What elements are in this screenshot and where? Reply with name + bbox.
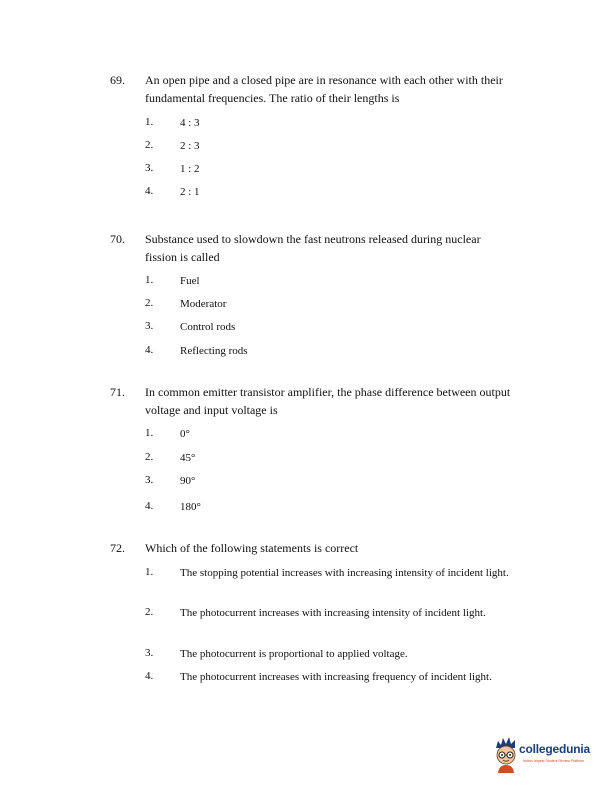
option-text: 2 : 3 xyxy=(180,140,200,152)
option-3 xyxy=(0,645,612,663)
option-1 xyxy=(0,564,612,582)
option-text: The photocurrent is proportional to applied voltage. xyxy=(180,648,408,660)
question-text: Which of the following statements is correct xyxy=(145,541,359,555)
option-number: 1. xyxy=(145,116,154,128)
option-number: 4. xyxy=(145,185,154,197)
option-3 xyxy=(0,318,612,336)
option-text: The stopping potential increases with increasing intensity of incident light. xyxy=(180,567,509,579)
option-2 xyxy=(0,449,612,467)
question-number: 72. xyxy=(110,541,125,555)
option-text: Reflecting rods xyxy=(180,345,248,357)
option-2 xyxy=(0,604,612,622)
option-number: 2. xyxy=(145,139,154,151)
option-1 xyxy=(0,114,612,132)
option-text: 45° xyxy=(180,452,196,464)
option-number: 3. xyxy=(145,162,154,174)
option-2 xyxy=(0,295,612,313)
option-number: 3. xyxy=(145,474,154,486)
option-number: 2. xyxy=(145,451,154,463)
question-number: 69. xyxy=(110,73,125,87)
option-4 xyxy=(0,342,612,360)
option-number: 4. xyxy=(145,670,154,682)
option-text: 4 : 3 xyxy=(180,117,200,129)
question-number: 70. xyxy=(110,232,125,246)
option-text: The photocurrent increases with increasing intensity of incident light. xyxy=(180,607,486,619)
question-text: Substance used to slowdown the fast neutrons released during nuclear fission is called xyxy=(145,232,481,264)
option-4 xyxy=(0,668,612,686)
question-number: 71. xyxy=(110,385,125,399)
mascot-icon xyxy=(492,736,520,774)
option-4 xyxy=(0,183,612,201)
option-text: 90° xyxy=(180,475,196,487)
question-text: An open pipe and a closed pipe are in resonance with each other with their fundamental frequencies. The ratio of their lengths is xyxy=(145,73,503,105)
option-4 xyxy=(0,498,612,516)
option-number: 4. xyxy=(145,500,154,512)
option-number: 1. xyxy=(145,566,154,578)
option-number: 2. xyxy=(145,297,154,309)
option-text: 2 : 1 xyxy=(180,186,200,198)
option-number: 4. xyxy=(145,344,154,356)
option-number: 1. xyxy=(145,274,154,286)
option-1 xyxy=(0,425,612,443)
option-number: 1. xyxy=(145,427,154,439)
option-text: 180° xyxy=(180,501,201,513)
option-text: Moderator xyxy=(180,298,227,310)
option-3 xyxy=(0,160,612,178)
option-text: Fuel xyxy=(180,275,200,287)
option-text: The photocurrent increases with increasing frequency of incident light. xyxy=(180,671,492,683)
collegedunia-logo xyxy=(492,734,596,778)
option-1 xyxy=(0,272,612,290)
question-text: In common emitter transistor amplifier, the phase difference between output voltage and input voltage is xyxy=(145,385,511,417)
option-number: 3. xyxy=(145,647,154,659)
option-number: 3. xyxy=(145,320,154,332)
logo-wordmark: collegedunia xyxy=(519,742,590,756)
logo-tagline: India's largest Student Review Platform xyxy=(523,759,584,763)
option-text: 1 : 2 xyxy=(180,163,200,175)
option-text: Control rods xyxy=(180,321,236,333)
option-2 xyxy=(0,137,612,155)
option-3 xyxy=(0,472,612,490)
option-text: 0° xyxy=(180,428,190,440)
option-number: 2. xyxy=(145,606,154,618)
